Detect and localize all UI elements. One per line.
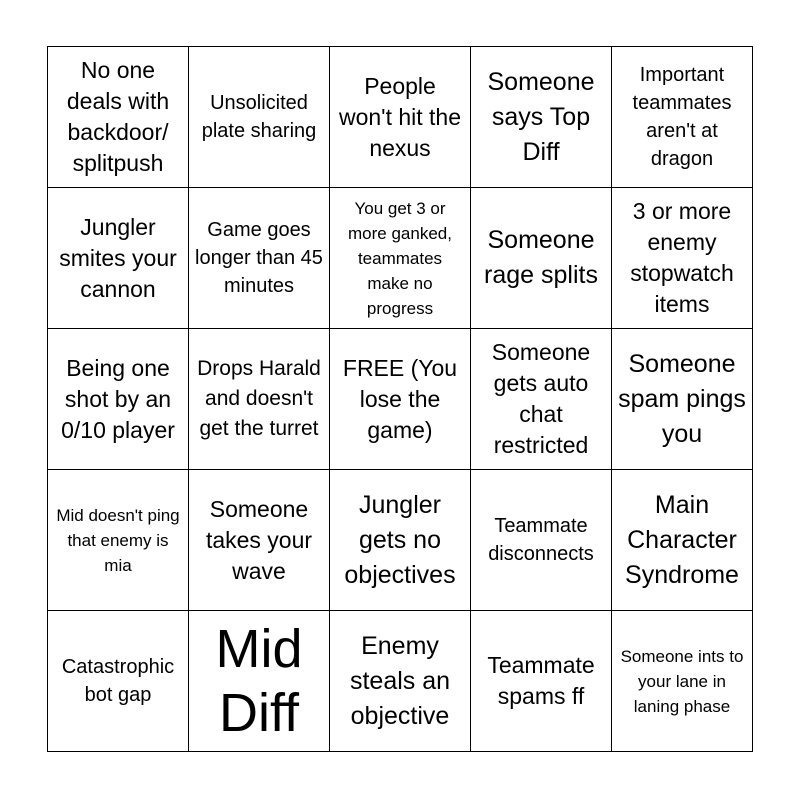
bingo-cell[interactable]	[471, 329, 612, 470]
cell-text: Important teammates aren't at dragon	[632, 64, 732, 170]
bingo-cell[interactable]	[48, 47, 189, 188]
bingo-cell[interactable]	[612, 188, 753, 329]
cell-text: Teammate spams ff	[487, 652, 595, 709]
bingo-cell[interactable]	[330, 47, 471, 188]
cell-text: FREE (You lose the game)	[342, 354, 458, 443]
bingo-cell[interactable]	[189, 611, 330, 752]
cell-text: Unsolicited plate sharing	[201, 92, 317, 142]
cell-text: Someone spam pings you	[618, 349, 746, 448]
cell-text: Main Character Syndrome	[625, 490, 739, 589]
bingo-cell[interactable]	[612, 329, 753, 470]
bingo-cell[interactable]	[471, 188, 612, 329]
bingo-cell[interactable]	[471, 47, 612, 188]
cell-text: Being one shot by an 0/10 player	[61, 354, 175, 443]
bingo-cell[interactable]	[612, 470, 753, 611]
bingo-cell[interactable]	[330, 611, 471, 752]
bingo-cell[interactable]	[48, 188, 189, 329]
bingo-cell[interactable]	[189, 188, 330, 329]
cell-text: Someone ints to your lane in laning phase	[620, 646, 744, 716]
bingo-cell[interactable]	[330, 470, 471, 611]
bingo-cell[interactable]	[189, 470, 330, 611]
bingo-cell[interactable]	[48, 611, 189, 752]
cell-text: You get 3 or more ganked, teammates make no progress	[348, 198, 452, 318]
free-space-cell[interactable]	[330, 329, 471, 470]
bingo-cell[interactable]	[189, 329, 330, 470]
bingo-cell[interactable]	[612, 611, 753, 752]
cell-text: Mid doesn't ping that enemy is mia	[56, 505, 180, 575]
cell-text: Jungler smites your cannon	[59, 213, 177, 302]
cell-text: No one deals with backdoor/ splitpush	[66, 57, 170, 176]
bingo-cell[interactable]	[612, 47, 753, 188]
cell-text: Game goes longer than 45 minutes	[195, 219, 323, 297]
cell-text: Someone rage splits	[484, 226, 598, 289]
bingo-cell[interactable]	[471, 611, 612, 752]
bingo-cell[interactable]	[48, 470, 189, 611]
cell-text: Mid Diff	[215, 619, 303, 743]
cell-text: Jungler gets no objectives	[344, 490, 456, 589]
cell-text: Drops Harald and doesn't get the turret	[197, 357, 321, 440]
cell-text: Teammate disconnects	[488, 515, 594, 565]
bingo-cell[interactable]	[471, 470, 612, 611]
bingo-cell[interactable]	[330, 188, 471, 329]
cell-text: Someone takes your wave	[205, 495, 313, 584]
cell-text: Enemy steals an objective	[349, 631, 451, 730]
cell-text: People won't hit the nexus	[338, 72, 462, 161]
bingo-cell[interactable]	[189, 47, 330, 188]
bingo-board	[47, 46, 753, 752]
bingo-cell[interactable]	[48, 329, 189, 470]
cell-text: 3 or more enemy stopwatch items	[630, 198, 734, 317]
cell-text: Catastrophic bot gap	[61, 656, 175, 706]
cell-text: Someone gets auto chat restricted	[491, 339, 591, 458]
cell-text: Someone says Top Diff	[487, 67, 595, 166]
